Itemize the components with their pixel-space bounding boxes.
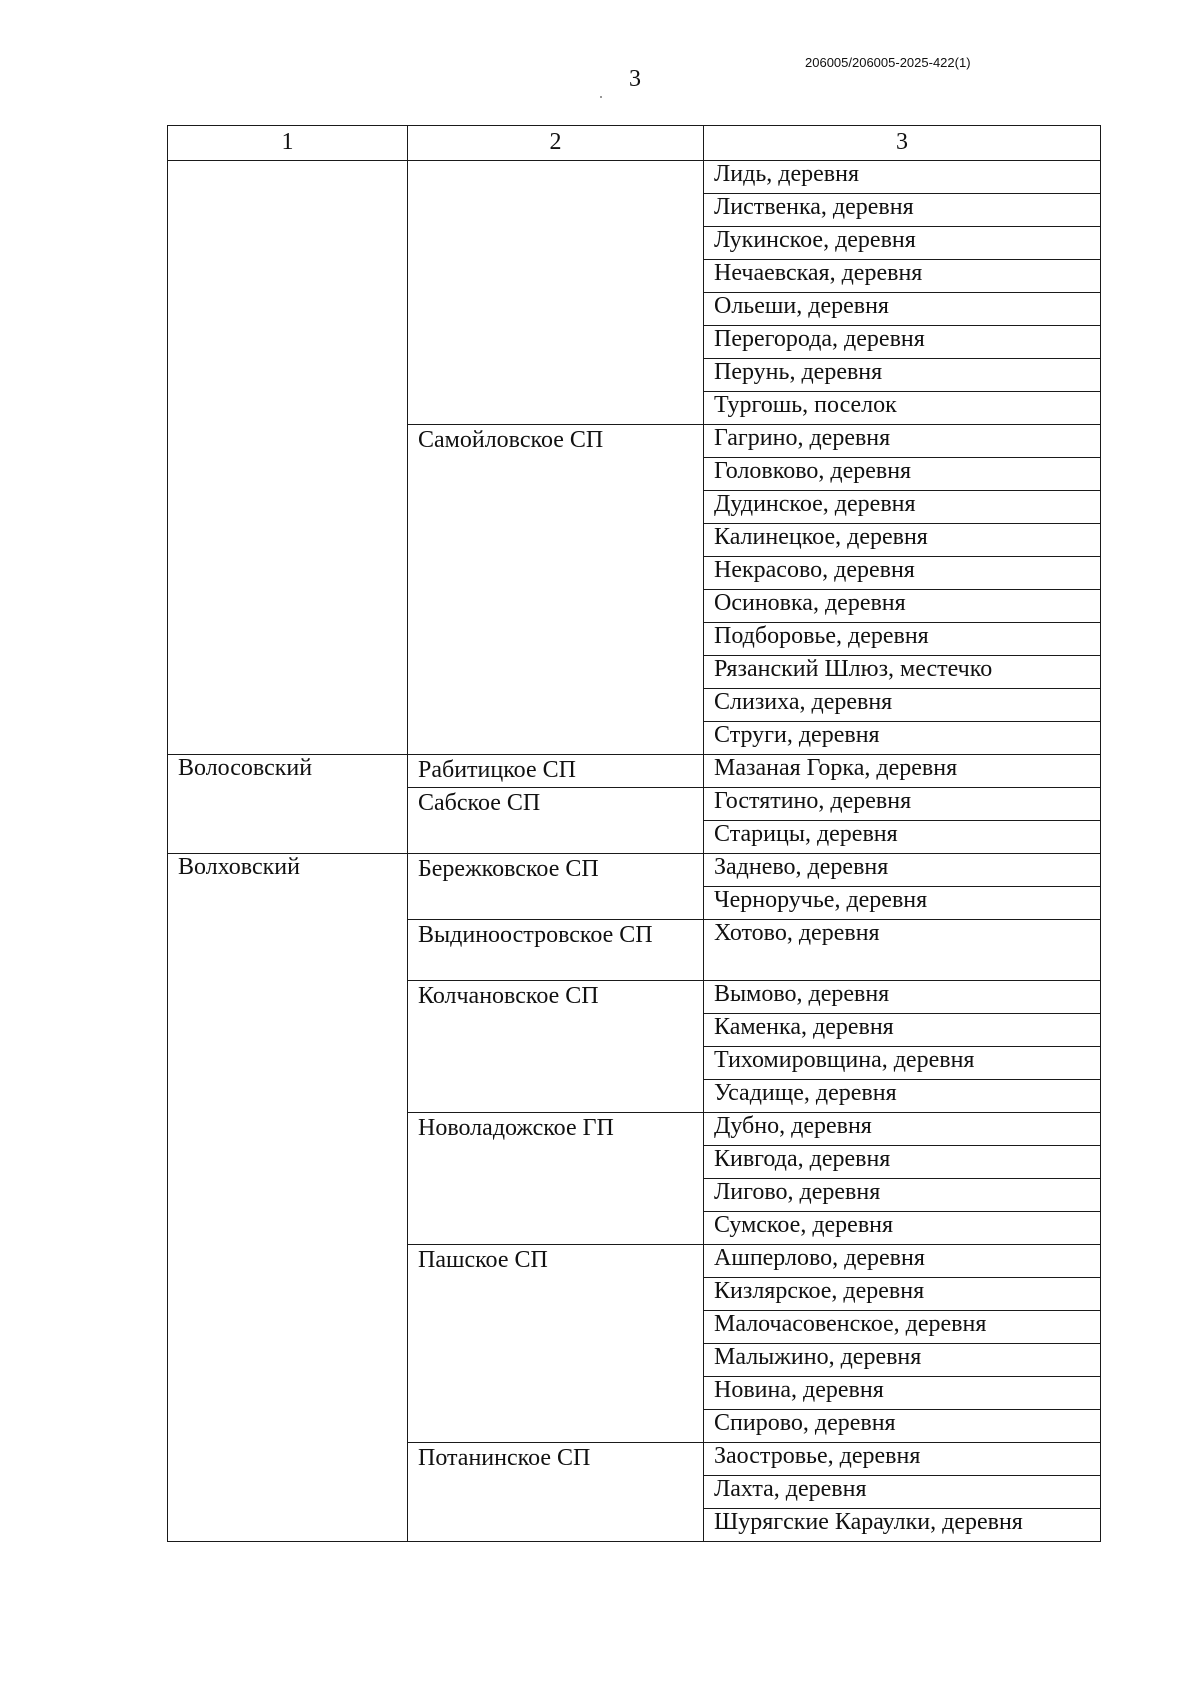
locality-cell: Малочасовенское, деревня [704,1311,1101,1344]
table-row [168,854,1101,887]
settlement-cell: Потанинское СП [408,1443,704,1542]
locality-cell: Кизлярское, деревня [704,1278,1101,1311]
locality-cell: Нечаевская, деревня [704,260,1101,293]
settlement-cell: Пашское СП [408,1245,704,1443]
locality-cell: Заострoвье, деревня [704,1443,1101,1476]
settlement-cell: Колчановское СП [408,981,704,1113]
district-cell: Волховский [168,854,408,1542]
locality-cell: Заднево, деревня [704,854,1101,887]
column-header-3: 3 [704,126,1101,161]
settlement-cell: Выдиноостровское СП [408,920,704,981]
settlement-cell: Бережковское СП [408,854,704,920]
table-row [168,161,1101,194]
locality-cell: Калинецкое, деревня [704,524,1101,557]
locality-cell: Лукинское, деревня [704,227,1101,260]
locality-cell: Гостятино, деревня [704,788,1101,821]
column-header-2: 2 [408,126,704,161]
district-cell [168,161,408,755]
locality-cell: Усадище, деревня [704,1080,1101,1113]
locality-cell: Каменка, деревня [704,1014,1101,1047]
locality-cell: Спирово, деревня [704,1410,1101,1443]
locality-cell: Ольеши, деревня [704,293,1101,326]
locality-cell: Тихомировщина, деревня [704,1047,1101,1080]
locality-cell: Тургошь, поселок [704,392,1101,425]
locality-cell: Сумское, деревня [704,1212,1101,1245]
locality-cell: Некрасово, деревня [704,557,1101,590]
locality-cell: Новина, деревня [704,1377,1101,1410]
locality-cell: Слизиха, деревня [704,689,1101,722]
locality-cell: Хотово, деревня [704,920,1101,981]
settlements-table [167,125,1101,1542]
locality-cell: Лигово, деревня [704,1179,1101,1212]
locality-cell: Дубно, деревня [704,1113,1101,1146]
locality-cell: Струги, деревня [704,722,1101,755]
table-header-row [168,126,1101,161]
district-cell: Волосовский [168,755,408,854]
locality-cell: Старицы, деревня [704,821,1101,854]
settlement-cell: Рабитицкое СП [408,755,704,788]
locality-cell: Головково, деревня [704,458,1101,491]
locality-cell: Лиственка, деревня [704,194,1101,227]
settlement-cell: Новоладожское ГП [408,1113,704,1245]
locality-cell: Кивгода, деревня [704,1146,1101,1179]
document-id: 206005/206005-2025-422(1) [805,55,971,70]
locality-cell: Черноручье, деревня [704,887,1101,920]
locality-cell: Дудинское, деревня [704,491,1101,524]
settlement-cell: Самойловское СП [408,425,704,755]
column-header-1: 1 [168,126,408,161]
locality-cell: Рязанский Шлюз, местечко [704,656,1101,689]
scan-speck [600,96,602,98]
locality-cell: Шурягские Караулки, деревня [704,1509,1101,1542]
locality-cell: Вымово, деревня [704,981,1101,1014]
locality-cell: Малыжино, деревня [704,1344,1101,1377]
locality-cell: Перунь, деревня [704,359,1101,392]
locality-cell: Мазаная Горка, деревня [704,755,1101,788]
settlement-cell [408,161,704,425]
locality-cell: Ашперлово, деревня [704,1245,1101,1278]
locality-cell: Осиновка, деревня [704,590,1101,623]
locality-cell: Лидь, деревня [704,161,1101,194]
locality-cell: Лахта, деревня [704,1476,1101,1509]
locality-cell: Перегорода, деревня [704,326,1101,359]
table-row [168,755,1101,788]
locality-cell: Подборовье, деревня [704,623,1101,656]
locality-cell: Гагрино, деревня [704,425,1101,458]
settlement-cell: Сабское СП [408,788,704,854]
page-number: 3 [629,66,641,92]
table-body [168,126,1101,1542]
